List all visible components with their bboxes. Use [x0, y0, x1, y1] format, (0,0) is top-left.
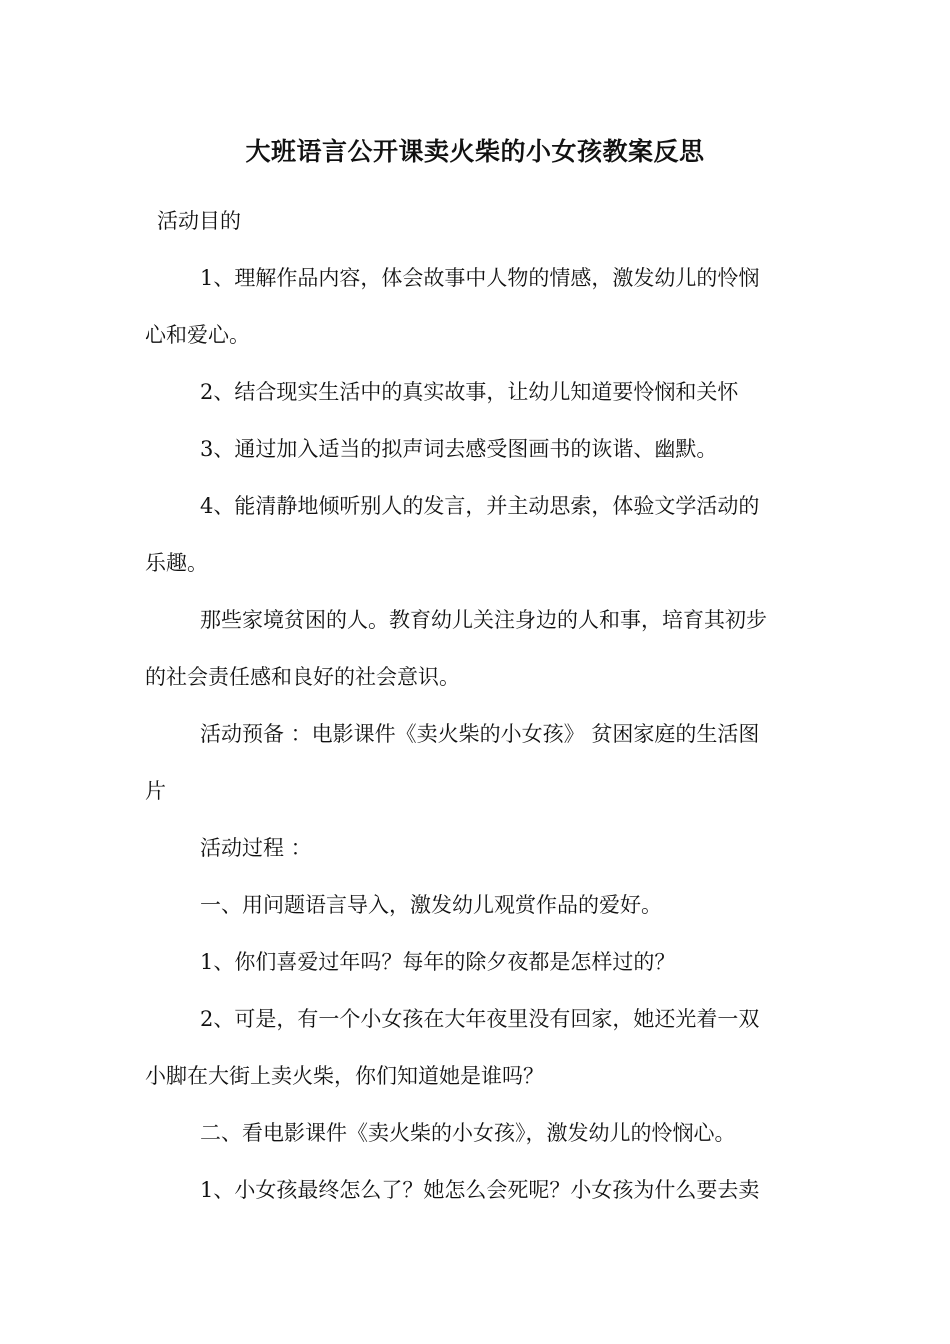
paragraph-line: 一、用问题语言导入，激发幼儿观赏作品的爱好。 — [200, 893, 662, 917]
paragraph-line: 活动预备 ：电影课件《卖火柴的小女孩》 贫困家庭的生活图 — [200, 722, 760, 746]
paragraph-line: 1、你们喜爱过年吗？每年的除夕夜都是怎样过的？ — [200, 950, 676, 974]
paragraph-line: 片 — [145, 779, 166, 803]
paragraph-line: 1、小女孩最终怎么了？她怎么会死呢？小女孩为什么要去卖 — [200, 1178, 760, 1202]
paragraph-line: 4、能清静地倾听别人的发言，并主动思索，体验文学活动的 — [200, 494, 760, 518]
paragraph-line: 那些家境贫困的人。教育幼儿关注身边的人和事，培育其初步 — [200, 608, 767, 632]
section-heading-objectives: 活动目的 — [157, 209, 241, 233]
paragraph-line: 小脚在大街上卖火柴，你们知道她是谁吗？ — [145, 1064, 544, 1088]
paragraph-line: 2、可是，有一个小女孩在大年夜里没有回家，她还光着一双 — [200, 1007, 760, 1031]
paragraph-line: 心和爱心。 — [145, 323, 250, 347]
paragraph-line: 3、通过加入适当的拟声词去感受图画书的诙谐、幽默。 — [200, 437, 718, 461]
paragraph-line: 乐趣。 — [145, 551, 208, 575]
section-heading-process: 活动过程 ： — [200, 836, 312, 860]
paragraph-line: 的社会责任感和良好的社会意识。 — [145, 665, 460, 689]
page-title: 大班语言公开课卖火柴的小女孩教案反思 — [245, 137, 705, 166]
paragraph-line: 二、看电影课件《卖火柴的小女孩》，激发幼儿的怜悯心。 — [200, 1121, 736, 1145]
paragraph-line: 1、理解作品内容，体会故事中人物的情感，激发幼儿的怜悯 — [200, 266, 760, 290]
paragraph-line: 2、结合现实生活中的真实故事，让幼儿知道要怜悯和关怀 — [200, 380, 739, 404]
